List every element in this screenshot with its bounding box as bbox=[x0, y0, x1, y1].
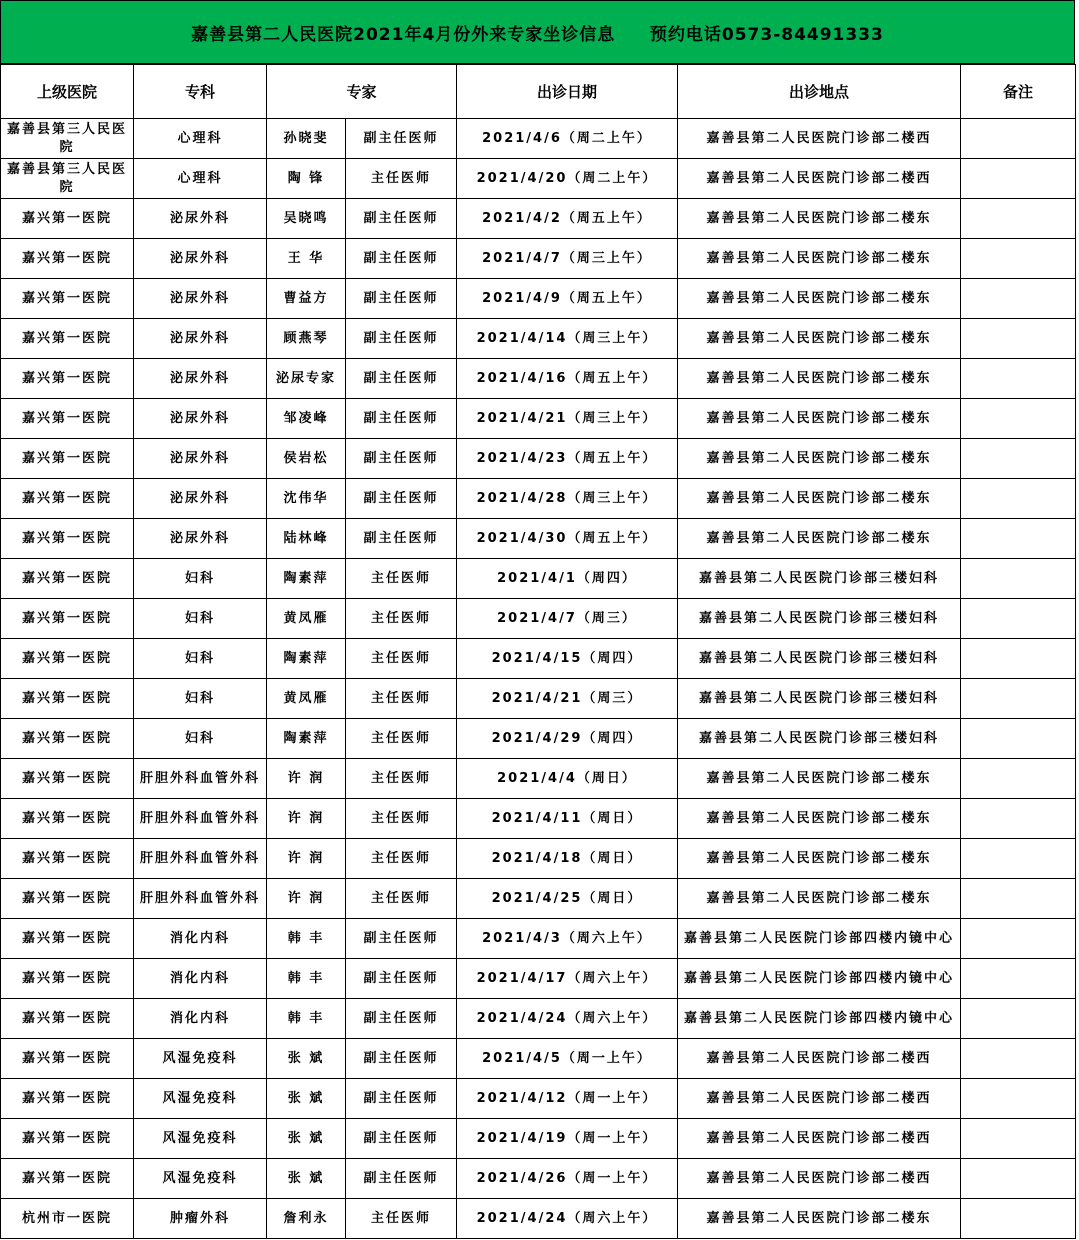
cell-hospital: 嘉兴第一医院 bbox=[1, 719, 134, 759]
cell-date: 2021/4/30（周五上午） bbox=[457, 519, 678, 559]
cell-location: 嘉善县第二人民医院门诊部四楼内镜中心 bbox=[678, 919, 961, 959]
cell-location: 嘉善县第二人民医院门诊部二楼东 bbox=[678, 879, 961, 919]
cell-date: 2021/4/17（周六上午） bbox=[457, 959, 678, 999]
cell-note bbox=[961, 839, 1076, 879]
cell-note bbox=[961, 1199, 1076, 1239]
cell-hospital: 嘉兴第一医院 bbox=[1, 479, 134, 519]
cell-location: 嘉善县第二人民医院门诊部三楼妇科 bbox=[678, 559, 961, 599]
cell-department: 风湿免疫科 bbox=[134, 1079, 267, 1119]
cell-hospital: 嘉兴第一医院 bbox=[1, 359, 134, 399]
table-row bbox=[1, 399, 1076, 439]
schedule-table bbox=[0, 64, 1076, 1239]
cell-expert-title: 副主任医师 bbox=[346, 239, 457, 279]
cell-expert: 黄凤雁 bbox=[267, 679, 346, 719]
cell-hospital: 嘉兴第一医院 bbox=[1, 1119, 134, 1159]
cell-expert: 吴晓鸣 bbox=[267, 199, 346, 239]
cell-location: 嘉善县第二人民医院门诊部二楼东 bbox=[678, 279, 961, 319]
cell-date: 2021/4/16（周五上午） bbox=[457, 359, 678, 399]
cell-expert: 王 华 bbox=[267, 239, 346, 279]
cell-department: 泌尿外科 bbox=[134, 239, 267, 279]
cell-expert: 许 润 bbox=[267, 759, 346, 799]
cell-date: 2021/4/6（周二上午） bbox=[457, 119, 678, 159]
cell-expert-title: 副主任医师 bbox=[346, 399, 457, 439]
cell-location: 嘉善县第二人民医院门诊部二楼东 bbox=[678, 1199, 961, 1239]
cell-expert: 韩 丰 bbox=[267, 959, 346, 999]
cell-location: 嘉善县第二人民医院门诊部二楼东 bbox=[678, 759, 961, 799]
cell-date: 2021/4/23（周五上午） bbox=[457, 439, 678, 479]
cell-expert-title: 副主任医师 bbox=[346, 279, 457, 319]
cell-note bbox=[961, 159, 1076, 199]
cell-note bbox=[961, 639, 1076, 679]
cell-location: 嘉善县第二人民医院门诊部二楼东 bbox=[678, 839, 961, 879]
table-body bbox=[1, 119, 1076, 1239]
cell-hospital: 嘉兴第一医院 bbox=[1, 959, 134, 999]
cell-note bbox=[961, 1079, 1076, 1119]
cell-date: 2021/4/21（周三上午） bbox=[457, 399, 678, 439]
cell-department: 消化内科 bbox=[134, 919, 267, 959]
cell-department: 妇科 bbox=[134, 679, 267, 719]
table-row bbox=[1, 839, 1076, 879]
cell-expert-title: 主任医师 bbox=[346, 159, 457, 199]
cell-hospital: 嘉兴第一医院 bbox=[1, 239, 134, 279]
table-row bbox=[1, 959, 1076, 999]
table-row bbox=[1, 199, 1076, 239]
cell-expert: 张 斌 bbox=[267, 1039, 346, 1079]
cell-note bbox=[961, 399, 1076, 439]
table-row bbox=[1, 319, 1076, 359]
table-row bbox=[1, 479, 1076, 519]
header-note: 备注 bbox=[961, 65, 1076, 119]
cell-expert-title: 主任医师 bbox=[346, 799, 457, 839]
cell-date: 2021/4/24（周六上午） bbox=[457, 999, 678, 1039]
table-row bbox=[1, 919, 1076, 959]
cell-location: 嘉善县第二人民医院门诊部三楼妇科 bbox=[678, 639, 961, 679]
cell-expert: 邹凌峰 bbox=[267, 399, 346, 439]
cell-date: 2021/4/19（周一上午） bbox=[457, 1119, 678, 1159]
cell-location: 嘉善县第二人民医院门诊部二楼西 bbox=[678, 119, 961, 159]
cell-location: 嘉善县第二人民医院门诊部二楼西 bbox=[678, 1039, 961, 1079]
title-banner bbox=[0, 0, 1075, 64]
cell-expert-title: 主任医师 bbox=[346, 559, 457, 599]
cell-expert-title: 副主任医师 bbox=[346, 359, 457, 399]
cell-expert: 张 斌 bbox=[267, 1159, 346, 1199]
cell-department: 泌尿外科 bbox=[134, 439, 267, 479]
cell-date: 2021/4/25（周日） bbox=[457, 879, 678, 919]
cell-note bbox=[961, 879, 1076, 919]
cell-location: 嘉善县第二人民医院门诊部二楼东 bbox=[678, 439, 961, 479]
cell-date: 2021/4/2（周五上午） bbox=[457, 199, 678, 239]
cell-expert: 韩 丰 bbox=[267, 919, 346, 959]
cell-department: 心理科 bbox=[134, 159, 267, 199]
cell-date: 2021/4/15（周四） bbox=[457, 639, 678, 679]
cell-note bbox=[961, 359, 1076, 399]
cell-note bbox=[961, 1159, 1076, 1199]
header-row bbox=[1, 65, 1076, 119]
cell-expert-title: 副主任医师 bbox=[346, 199, 457, 239]
cell-note bbox=[961, 599, 1076, 639]
cell-expert-title: 主任医师 bbox=[346, 679, 457, 719]
cell-expert-title: 主任医师 bbox=[346, 599, 457, 639]
cell-location: 嘉善县第二人民医院门诊部二楼东 bbox=[678, 399, 961, 439]
booking-phone: 预约电话0573-84491333 bbox=[649, 24, 884, 45]
cell-hospital: 杭州市一医院 bbox=[1, 1199, 134, 1239]
cell-note bbox=[961, 439, 1076, 479]
cell-hospital: 嘉兴第一医院 bbox=[1, 519, 134, 559]
cell-note bbox=[961, 1119, 1076, 1159]
cell-location: 嘉善县第二人民医院门诊部二楼东 bbox=[678, 239, 961, 279]
cell-expert: 陶 锋 bbox=[267, 159, 346, 199]
table-row bbox=[1, 599, 1076, 639]
cell-expert-title: 副主任医师 bbox=[346, 1119, 457, 1159]
cell-hospital: 嘉兴第一医院 bbox=[1, 1079, 134, 1119]
table-row bbox=[1, 279, 1076, 319]
cell-expert-title: 副主任医师 bbox=[346, 119, 457, 159]
table-row bbox=[1, 239, 1076, 279]
cell-department: 泌尿外科 bbox=[134, 319, 267, 359]
cell-expert: 张 斌 bbox=[267, 1119, 346, 1159]
cell-date: 2021/4/12（周一上午） bbox=[457, 1079, 678, 1119]
cell-department: 肝胆外科血管外科 bbox=[134, 839, 267, 879]
cell-location: 嘉善县第二人民医院门诊部四楼内镜中心 bbox=[678, 959, 961, 999]
cell-expert-title: 副主任医师 bbox=[346, 1039, 457, 1079]
cell-expert-title: 主任医师 bbox=[346, 879, 457, 919]
cell-date: 2021/4/26（周一上午） bbox=[457, 1159, 678, 1199]
cell-note bbox=[961, 519, 1076, 559]
cell-department: 肿瘤外科 bbox=[134, 1199, 267, 1239]
cell-date: 2021/4/20（周二上午） bbox=[457, 159, 678, 199]
table-row bbox=[1, 1119, 1076, 1159]
cell-hospital: 嘉兴第一医院 bbox=[1, 199, 134, 239]
cell-hospital: 嘉兴第一医院 bbox=[1, 599, 134, 639]
table-row bbox=[1, 799, 1076, 839]
cell-note bbox=[961, 959, 1076, 999]
cell-hospital: 嘉兴第一医院 bbox=[1, 1159, 134, 1199]
cell-hospital: 嘉兴第一医院 bbox=[1, 999, 134, 1039]
cell-department: 消化内科 bbox=[134, 959, 267, 999]
cell-expert-title: 主任医师 bbox=[346, 839, 457, 879]
cell-expert: 陶素萍 bbox=[267, 719, 346, 759]
table-row bbox=[1, 639, 1076, 679]
cell-expert: 黄凤雁 bbox=[267, 599, 346, 639]
cell-expert: 曹益方 bbox=[267, 279, 346, 319]
cell-hospital: 嘉兴第一医院 bbox=[1, 679, 134, 719]
cell-expert: 孙晓斐 bbox=[267, 119, 346, 159]
cell-date: 2021/4/1（周四） bbox=[457, 559, 678, 599]
cell-department: 肝胆外科血管外科 bbox=[134, 879, 267, 919]
table-row bbox=[1, 879, 1076, 919]
cell-date: 2021/4/18（周日） bbox=[457, 839, 678, 879]
cell-note bbox=[961, 799, 1076, 839]
cell-expert: 陶素萍 bbox=[267, 559, 346, 599]
cell-expert: 陆林峰 bbox=[267, 519, 346, 559]
cell-department: 消化内科 bbox=[134, 999, 267, 1039]
cell-note bbox=[961, 679, 1076, 719]
table-row bbox=[1, 679, 1076, 719]
cell-expert-title: 副主任医师 bbox=[346, 479, 457, 519]
cell-expert: 张 斌 bbox=[267, 1079, 346, 1119]
cell-date: 2021/4/24（周六上午） bbox=[457, 1199, 678, 1239]
cell-date: 2021/4/9（周五上午） bbox=[457, 279, 678, 319]
spacer bbox=[615, 22, 650, 42]
cell-note bbox=[961, 559, 1076, 599]
cell-expert-title: 副主任医师 bbox=[346, 999, 457, 1039]
cell-expert-title: 副主任医师 bbox=[346, 1079, 457, 1119]
cell-department: 泌尿外科 bbox=[134, 199, 267, 239]
header-department: 专科 bbox=[134, 65, 267, 119]
table-row bbox=[1, 1039, 1076, 1079]
table-row bbox=[1, 439, 1076, 479]
cell-expert: 陶素萍 bbox=[267, 639, 346, 679]
cell-location: 嘉善县第二人民医院门诊部四楼内镜中心 bbox=[678, 999, 961, 1039]
cell-date: 2021/4/14（周三上午） bbox=[457, 319, 678, 359]
cell-location: 嘉善县第二人民医院门诊部二楼西 bbox=[678, 1079, 961, 1119]
cell-hospital: 嘉善县第三人民医院 bbox=[1, 159, 134, 199]
table-row bbox=[1, 1079, 1076, 1119]
header-location: 出诊地点 bbox=[678, 65, 961, 119]
cell-hospital: 嘉兴第一医院 bbox=[1, 839, 134, 879]
cell-location: 嘉善县第二人民医院门诊部二楼西 bbox=[678, 1119, 961, 1159]
cell-note bbox=[961, 1039, 1076, 1079]
cell-department: 泌尿外科 bbox=[134, 359, 267, 399]
cell-date: 2021/4/3（周六上午） bbox=[457, 919, 678, 959]
cell-hospital: 嘉兴第一医院 bbox=[1, 399, 134, 439]
cell-location: 嘉善县第二人民医院门诊部二楼东 bbox=[678, 799, 961, 839]
cell-location: 嘉善县第二人民医院门诊部二楼东 bbox=[678, 199, 961, 239]
cell-note bbox=[961, 479, 1076, 519]
header-hospital: 上级医院 bbox=[1, 65, 134, 119]
cell-department: 妇科 bbox=[134, 559, 267, 599]
cell-expert-title: 主任医师 bbox=[346, 1199, 457, 1239]
cell-location: 嘉善县第二人民医院门诊部三楼妇科 bbox=[678, 679, 961, 719]
table-row bbox=[1, 519, 1076, 559]
cell-expert-title: 主任医师 bbox=[346, 719, 457, 759]
cell-hospital: 嘉兴第一医院 bbox=[1, 1039, 134, 1079]
cell-hospital: 嘉兴第一医院 bbox=[1, 639, 134, 679]
cell-location: 嘉善县第二人民医院门诊部三楼妇科 bbox=[678, 719, 961, 759]
cell-note bbox=[961, 239, 1076, 279]
cell-expert: 泌尿专家 bbox=[267, 359, 346, 399]
table-row bbox=[1, 759, 1076, 799]
cell-department: 泌尿外科 bbox=[134, 519, 267, 559]
cell-date: 2021/4/7（周三上午） bbox=[457, 239, 678, 279]
table-row bbox=[1, 1159, 1076, 1199]
cell-location: 嘉善县第二人民医院门诊部二楼东 bbox=[678, 479, 961, 519]
cell-hospital: 嘉兴第一医院 bbox=[1, 799, 134, 839]
cell-department: 妇科 bbox=[134, 719, 267, 759]
cell-note bbox=[961, 919, 1076, 959]
cell-expert-title: 主任医师 bbox=[346, 639, 457, 679]
cell-hospital: 嘉兴第一医院 bbox=[1, 759, 134, 799]
cell-expert-title: 副主任医师 bbox=[346, 1159, 457, 1199]
cell-date: 2021/4/7（周三） bbox=[457, 599, 678, 639]
cell-department: 肝胆外科血管外科 bbox=[134, 799, 267, 839]
cell-expert-title: 副主任医师 bbox=[346, 919, 457, 959]
cell-date: 2021/4/28（周三上午） bbox=[457, 479, 678, 519]
cell-expert: 侯岩松 bbox=[267, 439, 346, 479]
table-row bbox=[1, 559, 1076, 599]
cell-note bbox=[961, 279, 1076, 319]
table-row bbox=[1, 719, 1076, 759]
cell-note bbox=[961, 319, 1076, 359]
cell-department: 妇科 bbox=[134, 639, 267, 679]
cell-location: 嘉善县第二人民医院门诊部二楼东 bbox=[678, 519, 961, 559]
cell-hospital: 嘉兴第一医院 bbox=[1, 319, 134, 359]
cell-note bbox=[961, 999, 1076, 1039]
cell-expert-title: 主任医师 bbox=[346, 759, 457, 799]
cell-expert: 许 润 bbox=[267, 799, 346, 839]
cell-department: 心理科 bbox=[134, 119, 267, 159]
cell-location: 嘉善县第二人民医院门诊部二楼东 bbox=[678, 319, 961, 359]
cell-note bbox=[961, 119, 1076, 159]
cell-expert-title: 副主任医师 bbox=[346, 959, 457, 999]
cell-hospital: 嘉兴第一医院 bbox=[1, 279, 134, 319]
cell-expert: 许 润 bbox=[267, 839, 346, 879]
cell-expert: 顾燕琴 bbox=[267, 319, 346, 359]
cell-department: 风湿免疫科 bbox=[134, 1159, 267, 1199]
table-row bbox=[1, 1199, 1076, 1239]
cell-expert: 詹利永 bbox=[267, 1199, 346, 1239]
header-expert: 专家 bbox=[267, 65, 457, 119]
cell-department: 泌尿外科 bbox=[134, 279, 267, 319]
cell-date: 2021/4/11（周日） bbox=[457, 799, 678, 839]
cell-department: 风湿免疫科 bbox=[134, 1119, 267, 1159]
cell-expert: 韩 丰 bbox=[267, 999, 346, 1039]
cell-department: 泌尿外科 bbox=[134, 479, 267, 519]
cell-date: 2021/4/4（周日） bbox=[457, 759, 678, 799]
page-title: 嘉善县第二人民医院2021年4月份外来专家坐诊信息 bbox=[191, 24, 616, 45]
cell-expert-title: 副主任医师 bbox=[346, 519, 457, 559]
cell-hospital: 嘉兴第一医院 bbox=[1, 919, 134, 959]
cell-location: 嘉善县第二人民医院门诊部二楼西 bbox=[678, 1159, 961, 1199]
cell-expert: 许 润 bbox=[267, 879, 346, 919]
cell-date: 2021/4/5（周一上午） bbox=[457, 1039, 678, 1079]
cell-expert-title: 副主任医师 bbox=[346, 439, 457, 479]
cell-department: 妇科 bbox=[134, 599, 267, 639]
cell-expert: 沈伟华 bbox=[267, 479, 346, 519]
cell-department: 肝胆外科血管外科 bbox=[134, 759, 267, 799]
cell-location: 嘉善县第二人民医院门诊部三楼妇科 bbox=[678, 599, 961, 639]
cell-hospital: 嘉兴第一医院 bbox=[1, 559, 134, 599]
cell-date: 2021/4/29（周四） bbox=[457, 719, 678, 759]
table-row bbox=[1, 119, 1076, 159]
cell-hospital: 嘉兴第一医院 bbox=[1, 879, 134, 919]
cell-location: 嘉善县第二人民医院门诊部二楼西 bbox=[678, 159, 961, 199]
header-date: 出诊日期 bbox=[457, 65, 678, 119]
cell-hospital: 嘉善县第三人民医院 bbox=[1, 119, 134, 159]
cell-date: 2021/4/21（周三） bbox=[457, 679, 678, 719]
cell-expert-title: 副主任医师 bbox=[346, 319, 457, 359]
cell-note bbox=[961, 719, 1076, 759]
cell-hospital: 嘉兴第一医院 bbox=[1, 439, 134, 479]
cell-department: 泌尿外科 bbox=[134, 399, 267, 439]
cell-location: 嘉善县第二人民医院门诊部二楼东 bbox=[678, 359, 961, 399]
cell-note bbox=[961, 199, 1076, 239]
cell-department: 风湿免疫科 bbox=[134, 1039, 267, 1079]
table-row bbox=[1, 359, 1076, 399]
table-row bbox=[1, 999, 1076, 1039]
cell-note bbox=[961, 759, 1076, 799]
table-row bbox=[1, 159, 1076, 199]
